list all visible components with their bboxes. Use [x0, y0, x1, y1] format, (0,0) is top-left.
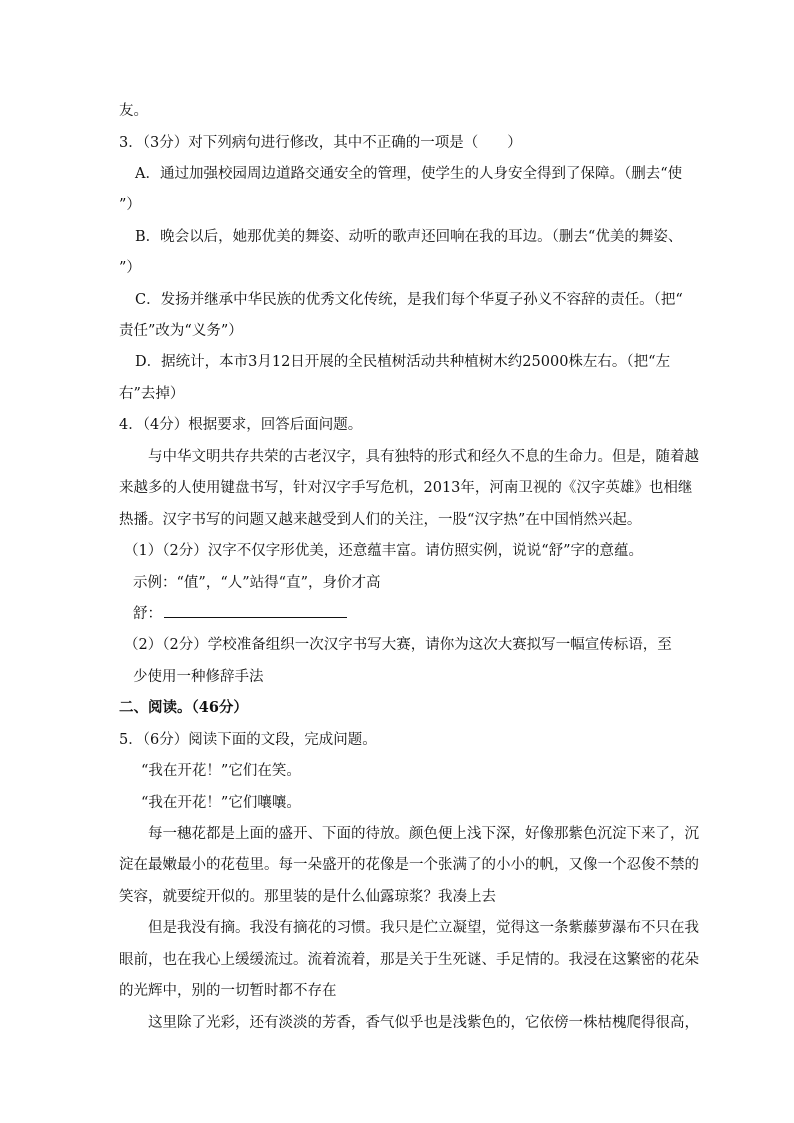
example-line: 示例：“值”，“人”站得“直”，身价才高 [133, 575, 381, 591]
text-line: ”） [119, 197, 141, 213]
passage-line: 每一穗花都是上面的盛开、下面的待放。颜色便上浅下深，好像那紫色沉淀下来了，沉 [148, 826, 699, 842]
passage-line: 眼前，也在我心上缓缓流过。流着流着，那是关于生死谜、手足情的。我浸在这繁密的花朵 [119, 952, 699, 968]
section-heading: 二、阅读。（46分） [119, 699, 248, 716]
option-a: A．通过加强校园周边道路交通安全的管理，使学生的人身安全得到了保障。（删去“使 [135, 166, 683, 182]
question-4-stem: 4．（4分）根据要求，回答后面问题。 [119, 417, 363, 433]
question-5-stem: 5．（6分）阅读下面的文段，完成问题。 [119, 732, 377, 748]
sub-question-1: （1）（2分）汉字不仅字形优美，还意蕴丰富。请仿照实例，说说“舒”字的意蕴。 [124, 543, 644, 559]
option-c: C．发扬并继承中华民族的优秀文化传统，是我们每个华夏子孙义不容辞的责任。（把“ [135, 292, 683, 308]
passage-line: “我在开花！”它们在笑。 [141, 763, 301, 779]
answer-line [0, 601, 794, 627]
question-3-stem: 3．（3分）对下列病句进行修改，其中不正确的一项是（ ） [119, 135, 522, 151]
passage-line: 与中华文明共存共荣的古老汉字，具有独特的形式和经久不息的生命力。但是，随着越 [148, 449, 699, 465]
option-d: D．据统计，本市3月12日开展的全民植树活动共种植树木约25000株左右。（把“左 [135, 354, 671, 370]
passage-line: 热播。汉字书写的问题又越来越受到人们的关注，一股“汉字热”在中国悄然兴起。 [119, 512, 642, 528]
text-line: 右”去掉） [119, 386, 185, 402]
answer-label: 舒： [133, 606, 162, 622]
text-line: 少使用一种修辞手法 [133, 669, 264, 685]
sub-question-2: （2）（2分）学校准备组织一次汉字书写大赛，请你为这次大赛拟写一幅宣传标语，至 [124, 637, 672, 653]
passage-line: “我在开花！”它们嚷嚷。 [141, 795, 301, 811]
passage-line: 的光辉中，别的一切暂时都不存在 [119, 983, 337, 999]
option-b: B．晚会以后，她那优美的舞姿、动听的歌声还回响在我的耳边。（删去“优美的舞姿、 [135, 229, 683, 245]
passage-line: 淀在最嫩最小的花苞里。每一朵盛开的花像是一个张满了的小小的帆，又像一个忍俊不禁的 [119, 857, 699, 873]
text-line: ”） [119, 260, 141, 276]
answer-blank[interactable] [164, 603, 347, 618]
passage-line: 这里除了光彩，还有淡淡的芳香，香气似乎也是浅紫色的，它依傍一株枯槐爬得很高， [148, 1015, 699, 1031]
passage-line: 但是我没有摘。我没有摘花的习惯。我只是伫立凝望，觉得这一条紫藤萝瀑布不只在我 [148, 920, 699, 936]
text-line: 责任”改为“义务”） [119, 323, 243, 339]
passage-line: 笑容，就要绽开似的。那里装的是什么仙露琼浆？我凑上去 [119, 889, 496, 905]
text-line: 友。 [119, 103, 148, 119]
passage-line: 来越多的人使用键盘书写，针对汉字手写危机，2013年，河南卫视的《汉字英雄》也相继 [119, 480, 693, 496]
